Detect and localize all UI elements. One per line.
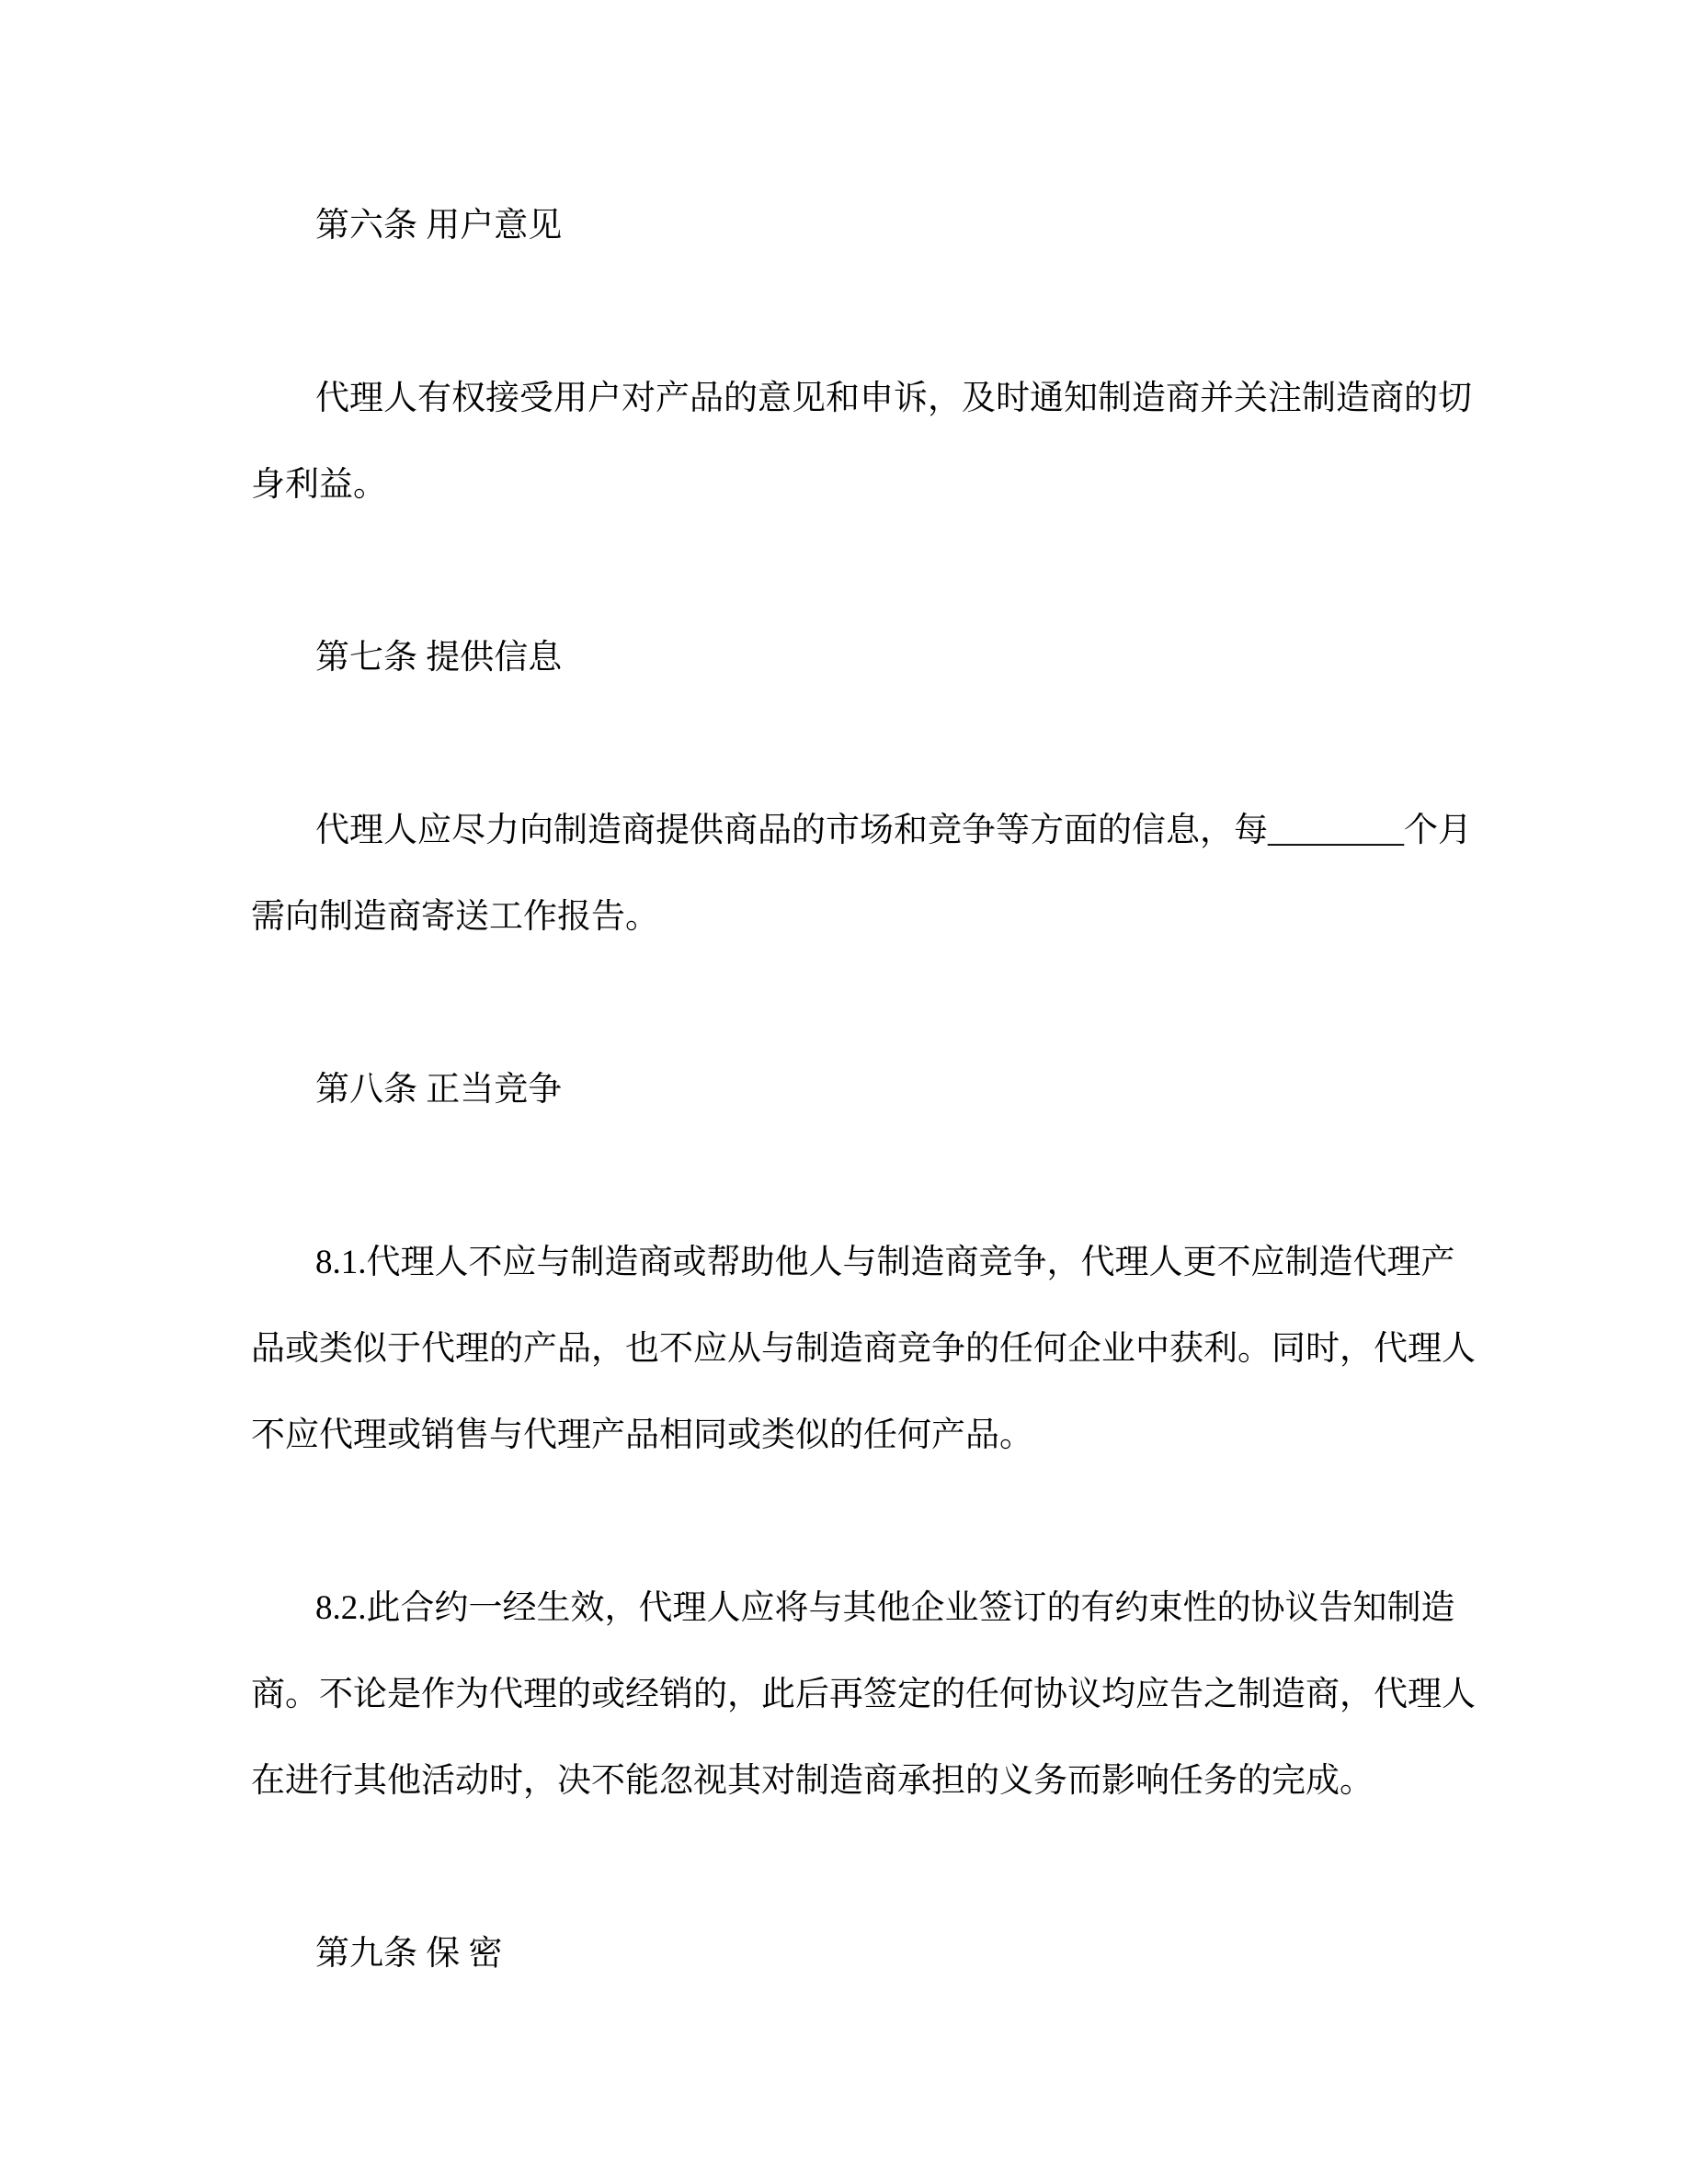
article-6-heading — [251, 183, 1466, 269]
article-9-heading — [251, 1911, 1466, 1997]
article-8-heading-text: 第八条 正当竞争 — [315, 1071, 563, 1109]
paragraph-line: 需向制造商寄送工作报告。 — [251, 898, 659, 936]
document-page — [251, 183, 1476, 1997]
article-6-paragraph — [251, 356, 1472, 529]
paragraph-line: 8.2.此合约一经生效，代理人应将与其他企业签订的有约束性的协议告知制造 — [315, 1589, 1455, 1627]
clause-8-2-paragraph — [251, 1565, 1476, 1825]
paragraph-line-with-blank: 代理人应尽力向制造商提供商品的市场和竞争等方面的信息，每________个月 — [315, 812, 1472, 849]
paragraph-line: 身利益。 — [251, 466, 387, 504]
paragraph-line: 不应代理或销售与代理产品相同或类似的任何产品。 — [251, 1416, 1033, 1454]
article-7-heading — [251, 615, 1466, 701]
paragraph-line: 商。不论是作为代理的或经销的，此后再签定的任何协议均应告之制造商，代理人 — [251, 1676, 1476, 1713]
paragraph-line: 在进行其他活动时，决不能忽视其对制造商承担的义务而影响任务的完成。 — [251, 1762, 1374, 1800]
paragraph-line: 品或类似于代理的产品，也不应从与制造商竞争的任何企业中获利。同时，代理人 — [251, 1330, 1476, 1368]
paragraph-line: 8.1.代理人不应与制造商或帮助他人与制造商竞争，代理人更不应制造代理产 — [315, 1244, 1455, 1281]
paragraph-line: 代理人有权接受用户对产品的意见和申诉，及时通知制造商并关注制造商的切 — [315, 380, 1472, 417]
article-7-heading-text: 第七条 提供信息 — [315, 639, 563, 677]
article-9-heading-text: 第九条 保 密 — [315, 1935, 503, 1973]
clause-8-1-paragraph — [251, 1220, 1476, 1479]
article-7-paragraph — [251, 788, 1472, 961]
article-8-heading — [251, 1047, 1466, 1133]
article-6-heading-text: 第六条 用户意见 — [315, 207, 563, 245]
